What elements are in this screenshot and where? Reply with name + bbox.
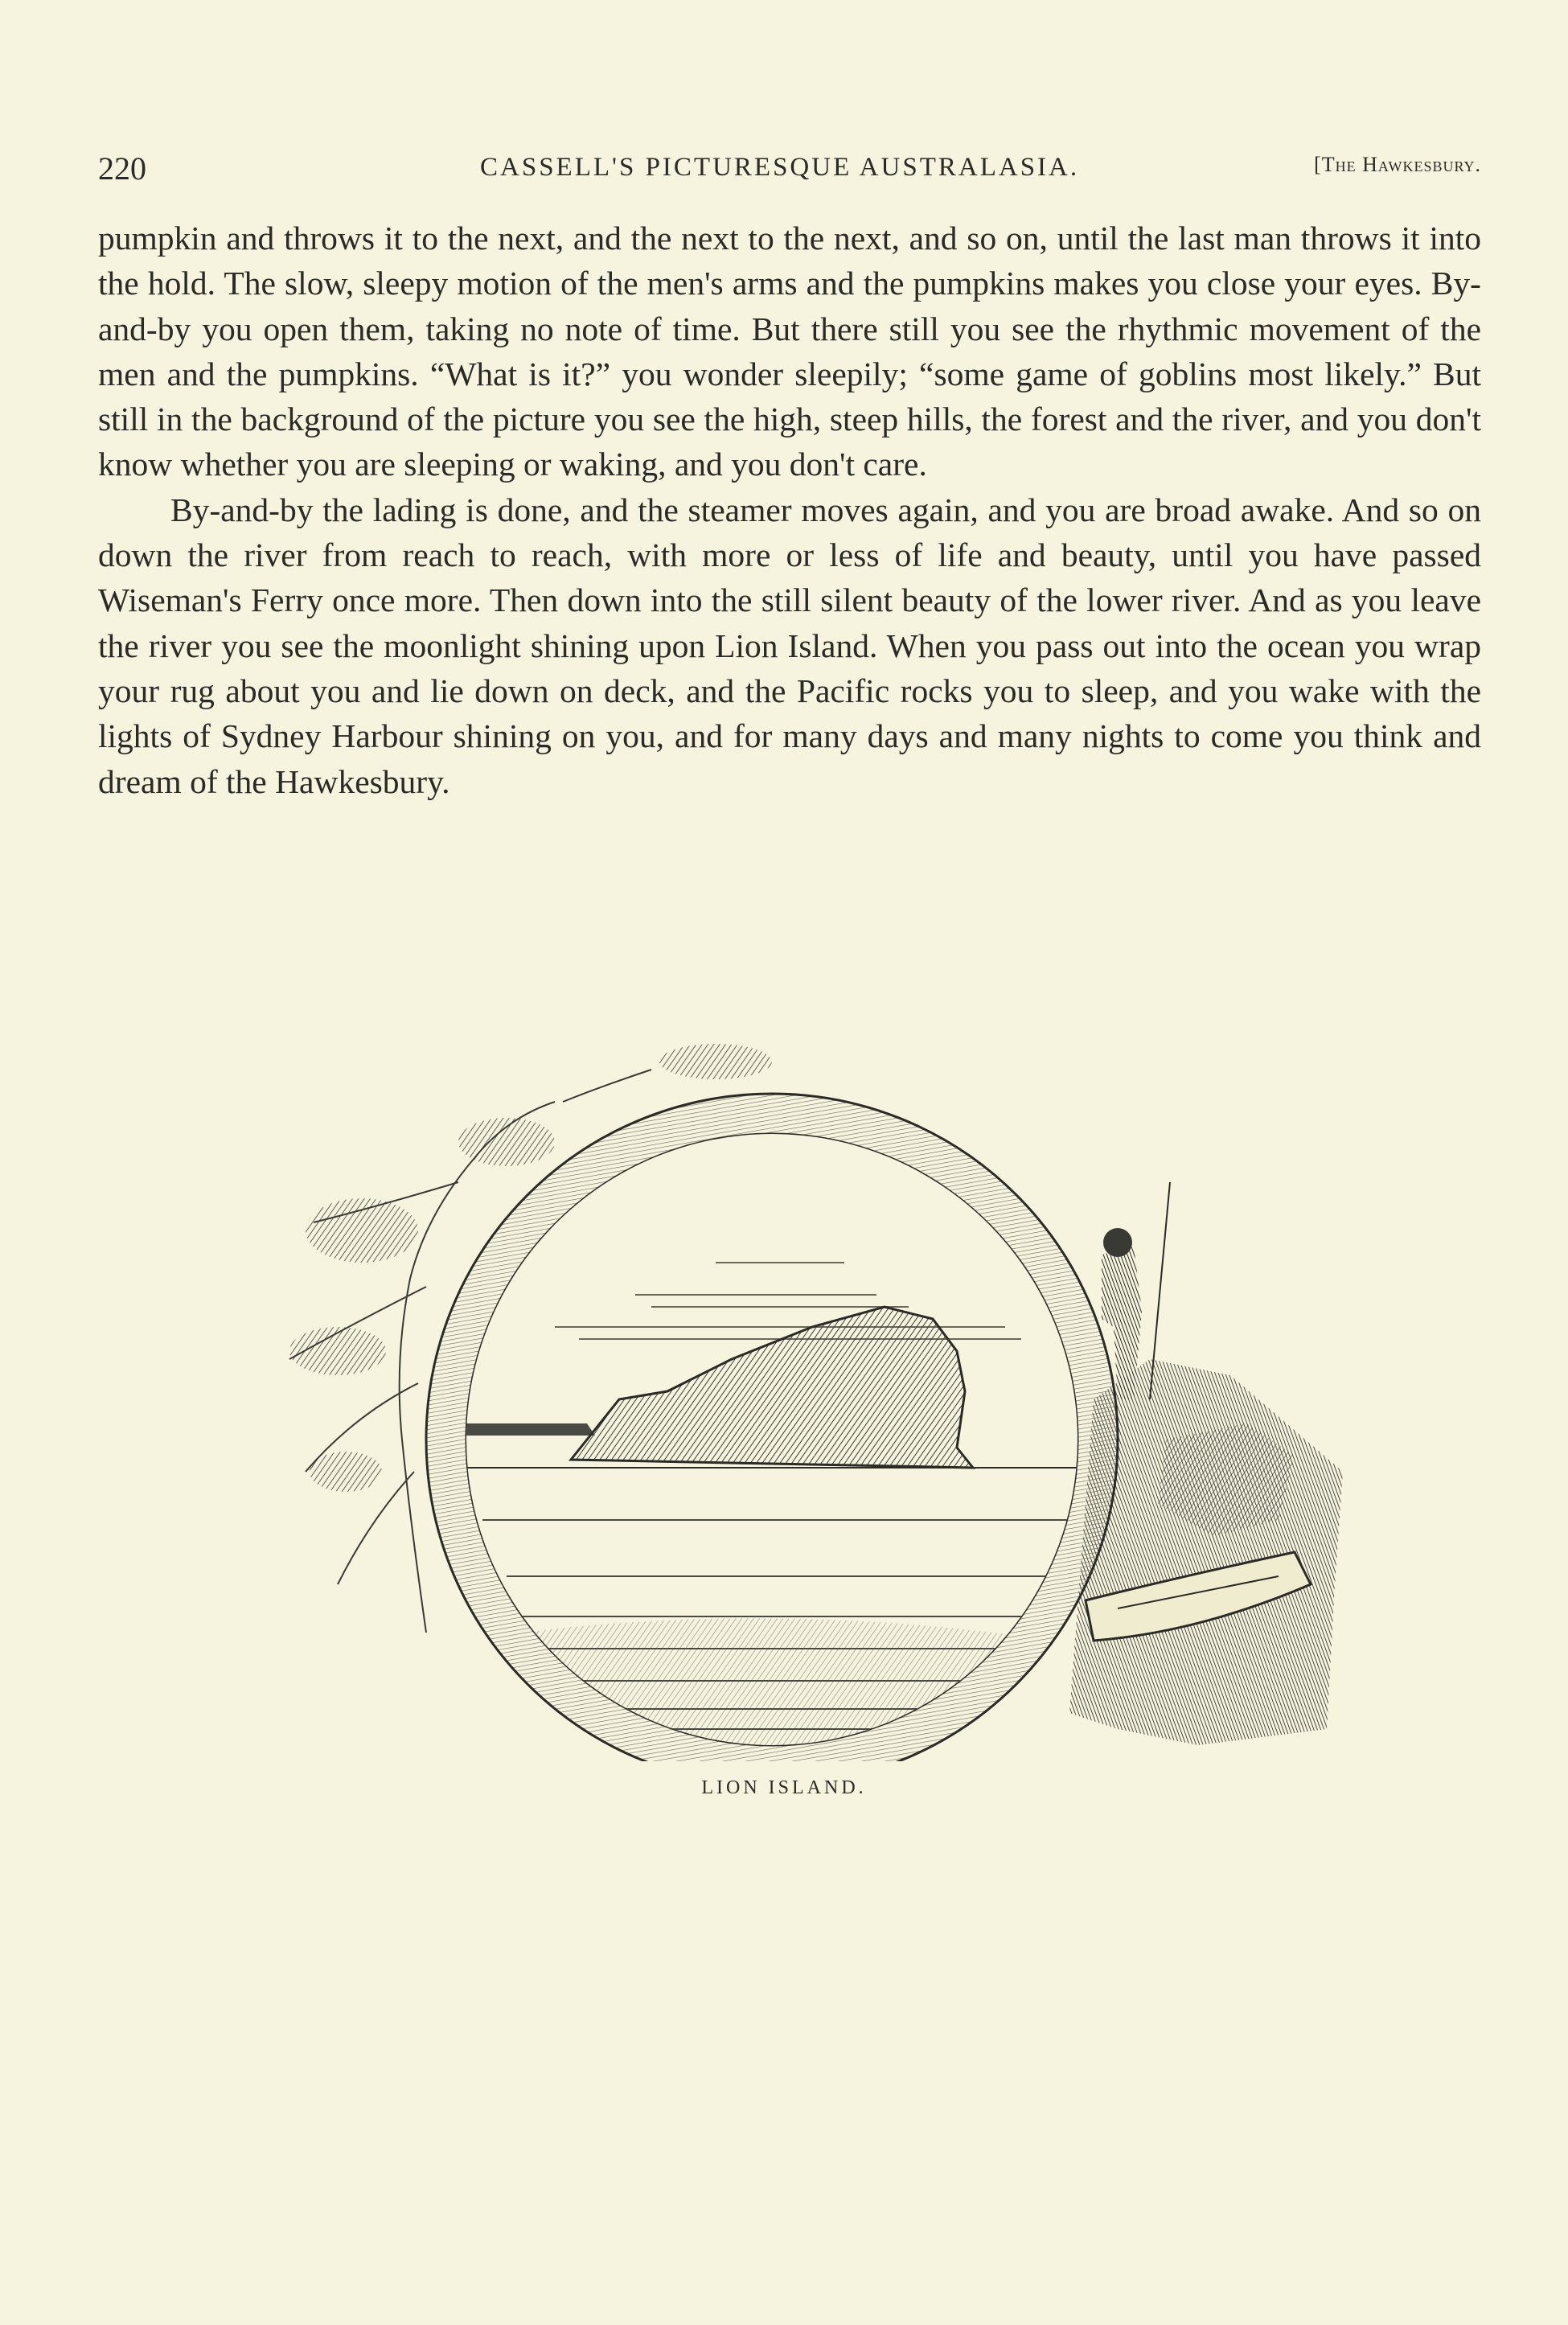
section-heading: [The Hawkesbury. [1314, 153, 1481, 176]
lion-island-illustration [217, 1021, 1343, 1761]
running-head [98, 150, 1481, 198]
body-text [98, 216, 1481, 804]
running-title: CASSELL'S PICTURESQUE AUSTRALASIA. [480, 153, 1080, 182]
page-number: 220 [98, 150, 146, 187]
engraving-svg [217, 1021, 1343, 1761]
paragraph-1: pumpkin and throws it to the next, and the next to the next, and so on, until the last man throws it into the hold. The slow, sleepy motion of the men's arms and the pumpkins makes you close your eyes. By-and-by you open them, taking no note of time. But there still you see the rhythmic movement of the men and the pumpkins. “What is it?” you wonder sleepily; “some game of goblins most likely.” But still in the background of the picture you see the high, steep hills, the forest and the river, and you don't know whether you are sleeping or waking, and you don't care. [98, 220, 1481, 483]
figure-caption: LION ISLAND. [701, 1777, 867, 1798]
paragraph-2: By-and-by the lading is done, and the steamer moves again, and you are broad awake. And so on down the river from reach to reach, with more or less of life and beauty, until you have passed Wiseman's Ferry once more. Then down into the still silent beauty of the lower river. And as you leave the river you see the moonlight shining upon Lion Island. When you pass out into the ocean you wrap your rug about you and lie down on deck, and the Pacific rocks you to sleep, and you wake with the lights of Sydney Harbour shining on you, and for many days and many nights to come you think and dream of the Hawkesbury. [98, 491, 1481, 800]
